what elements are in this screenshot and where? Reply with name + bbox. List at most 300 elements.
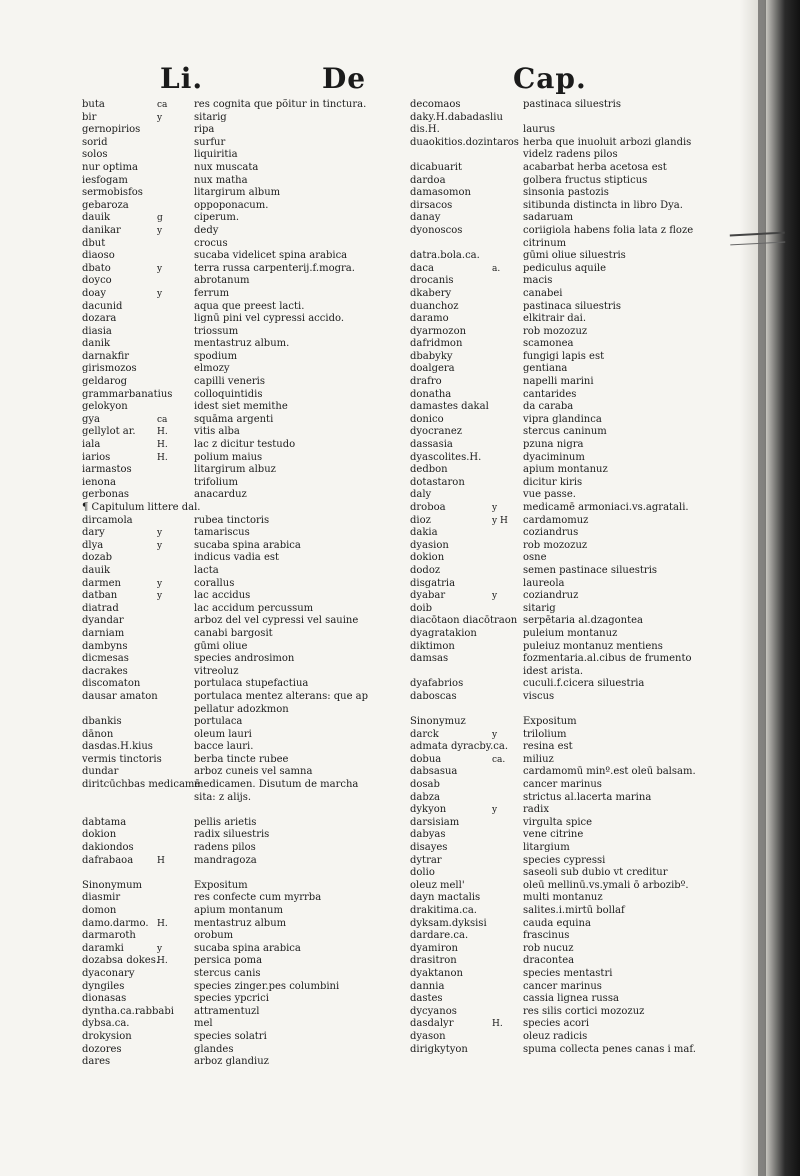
- glossary-row: [82, 250, 402, 263]
- definition-text: vue passe.: [523, 489, 576, 501]
- synonym-term: disgatria: [410, 577, 456, 589]
- definition-text: glandes: [194, 1043, 234, 1055]
- synonym-term: duaokitios.dozintaros: [410, 136, 519, 148]
- synonym-term: dyaktanon: [410, 967, 463, 979]
- definition-text: trifolium: [194, 476, 239, 488]
- definition-text: cancer marinus: [523, 980, 602, 992]
- glossary-row: [410, 552, 710, 565]
- blank-line: [82, 804, 402, 817]
- definition-text: portulaca stupefactiua: [194, 678, 309, 690]
- glossary-row: [82, 981, 402, 994]
- synonym-term: dioz: [410, 514, 431, 526]
- glossary-row: [410, 263, 710, 276]
- definition-text: virgulta spice: [523, 816, 593, 828]
- glossary-row: [82, 855, 402, 868]
- synonym-term: gerbonas: [82, 489, 130, 501]
- header-chapter: Cap.: [513, 62, 587, 95]
- definition-text: litargirum album: [194, 187, 281, 199]
- definition-text: coziandrus: [523, 527, 579, 539]
- synonym-term: dyarmozon: [410, 325, 467, 337]
- glossary-row: [410, 426, 710, 439]
- glossary-row: [82, 376, 402, 389]
- glossary-row: [82, 741, 402, 754]
- synonym-term: darck: [410, 728, 439, 740]
- glossary-row: [410, 238, 710, 251]
- synonym-term: dytrar: [410, 854, 442, 866]
- glossary-row: [410, 1031, 710, 1044]
- definition-text: lac z dicitur testudo: [194, 439, 296, 451]
- definition-text: rubea tinctoris: [194, 514, 270, 526]
- definition-text: indicus vadia est: [194, 552, 280, 564]
- synonym-term: dannia: [410, 980, 445, 992]
- glossary-row: [82, 275, 402, 288]
- glossary-row: [410, 137, 710, 150]
- definition-text: idest arista.: [523, 665, 584, 677]
- glossary-row: [410, 452, 710, 465]
- synonym-term: doib: [410, 602, 433, 614]
- glossary-row: [82, 552, 402, 565]
- glossary-row: [410, 729, 710, 742]
- definition-text: golbera fructus stipticus: [523, 174, 648, 186]
- synonym-term: dykyon: [410, 804, 447, 816]
- synonym-term: Sinonymum: [82, 879, 143, 891]
- synonym-term: dabyas: [410, 829, 446, 841]
- synonym-term: datban: [82, 590, 118, 602]
- running-header: [0, 62, 740, 102]
- definition-text: idest siet memithe: [194, 401, 288, 413]
- definition-text: surfur: [194, 136, 226, 148]
- glossary-row: [82, 615, 402, 628]
- language-marker: y: [157, 528, 163, 539]
- definition-text: nux muscata: [194, 161, 259, 173]
- definition-text: lac accidum percussum: [194, 602, 314, 614]
- synonym-term: dafridmon: [410, 338, 463, 350]
- synonym-term: sorid: [82, 136, 108, 148]
- synonym-term: drasitron: [410, 955, 457, 967]
- synonym-term: dabza: [410, 791, 440, 803]
- glossary-row: [410, 993, 710, 1006]
- definition-text: cauda equina: [523, 917, 591, 929]
- glossary-row: [82, 540, 402, 553]
- glossary-row: [410, 678, 710, 691]
- glossary-row: [82, 238, 402, 251]
- glossary-row: [82, 1018, 402, 1031]
- language-marker: y: [157, 578, 163, 589]
- language-marker: y: [157, 288, 163, 299]
- synonym-term: vermis tinctoris: [82, 753, 162, 765]
- synonym-term: dyason: [410, 1030, 446, 1042]
- definition-text: oppoponacum.: [194, 199, 269, 211]
- definition-text: radix siluestris: [194, 829, 270, 841]
- definition-text: citrinum: [523, 237, 567, 249]
- definition-text: herba que inuoluit arbozi glandis: [523, 136, 692, 148]
- glossary-row: [410, 829, 710, 842]
- synonym-term: doay: [82, 287, 107, 299]
- definition-text: species cypressi: [523, 854, 606, 866]
- language-marker: a.: [492, 263, 501, 274]
- synonym-term: donico: [410, 413, 444, 425]
- definition-text: macis: [523, 275, 553, 287]
- glossary-row: [82, 212, 402, 225]
- synonym-term: dyaconary: [82, 967, 135, 979]
- synonym-term: dānon: [82, 728, 114, 740]
- definition-text: species zinger.pes columbini: [194, 980, 340, 992]
- glossary-row: [410, 918, 710, 931]
- synonym-term: dacunid: [82, 300, 123, 312]
- synonym-term: dbato: [82, 262, 111, 274]
- glossary-row: [82, 489, 402, 502]
- synonym-term: dlya: [82, 539, 104, 551]
- glossary-row: [82, 817, 402, 830]
- definition-text: gentiana: [523, 363, 568, 375]
- synonym-term: decomaos: [410, 99, 461, 110]
- glossary-row: [410, 981, 710, 994]
- language-marker: y: [157, 591, 163, 602]
- definition-text: species solatri: [194, 1030, 267, 1042]
- definition-text: rob mozozuz: [523, 539, 588, 551]
- synonym-term: oleuz mell': [410, 879, 465, 891]
- glossary-row: [82, 993, 402, 1006]
- glossary-row: [410, 1044, 710, 1057]
- synonym-term: dyamiron: [410, 942, 458, 954]
- language-marker: H.: [157, 427, 168, 438]
- language-marker: H.: [157, 440, 168, 451]
- synonym-term: dyafabrios: [410, 678, 464, 690]
- glossary-row: [410, 804, 710, 817]
- glossary-row: [82, 1006, 402, 1019]
- synonym-term: sermobisfos: [82, 187, 143, 199]
- definition-text: sucaba videlicet spina arabica: [194, 250, 348, 262]
- definition-text: vene citrine: [523, 829, 584, 841]
- definition-text: terra russa carpenterij.f.mogra.: [194, 262, 355, 274]
- definition-text: vipra glandinca: [523, 413, 602, 425]
- definition-text: oleum lauri: [194, 728, 252, 740]
- definition-text: arboz del vel cypressi vel sauine: [194, 615, 359, 627]
- synonym-term: dokion: [410, 552, 445, 564]
- glossary-row: [410, 502, 710, 515]
- glossary-row: [410, 313, 710, 326]
- synonym-term: dyagratakion: [410, 627, 477, 639]
- glossary-row: [410, 905, 710, 918]
- synonym-term: dicmesas: [82, 653, 129, 665]
- definition-text: corallus: [194, 577, 235, 589]
- glossary-row: [82, 515, 402, 528]
- glossary-row: [82, 137, 402, 150]
- synonym-term: dkabery: [410, 287, 452, 299]
- definition-text: cantarides: [523, 388, 577, 400]
- glossary-row: [410, 653, 710, 666]
- synonym-term: dircamola: [82, 514, 133, 526]
- definition-text: orobum: [194, 930, 234, 942]
- synonym-term: dbabyky: [410, 350, 453, 362]
- header-book-number: Li.: [160, 62, 204, 95]
- synonym-term: daboscas: [410, 690, 457, 702]
- glossary-row: [410, 301, 710, 314]
- definition-text: squāma argenti: [194, 413, 274, 425]
- glossary-row: [82, 225, 402, 238]
- definition-text: litargium: [523, 842, 570, 854]
- definition-text: portulaca mentez alterans: que ap: [194, 690, 369, 702]
- definition-text: cancer marinus: [523, 779, 602, 791]
- definition-text: pzuna nigra: [523, 439, 584, 451]
- synonym-term: dacrakes: [82, 665, 128, 677]
- blank-line: [82, 867, 402, 880]
- definition-text: nux matha: [194, 174, 248, 186]
- definition-text: semen pastinace siluestris: [523, 564, 658, 576]
- definition-text: pellis arietis: [194, 816, 257, 828]
- synonym-term: daramki: [82, 942, 124, 954]
- synonym-term: darniam: [82, 627, 125, 639]
- glossary-row: [82, 351, 402, 364]
- synonym-term: dirigkytyon: [410, 1043, 468, 1055]
- definition-text: sitarig: [194, 111, 227, 123]
- definition-text: cardamomuz: [523, 514, 589, 526]
- synonym-term: dakia: [410, 527, 438, 539]
- language-marker: H: [157, 855, 165, 866]
- definition-text: sucaba spina arabica: [194, 942, 301, 954]
- definition-text: ripa: [194, 124, 215, 136]
- glossary-row: [410, 351, 710, 364]
- synonym-term: dyksam.dyksisi: [410, 917, 487, 929]
- glossary-row: [82, 918, 402, 931]
- glossary-row: [82, 955, 402, 968]
- synonym-term: buta: [82, 99, 105, 110]
- synonym-term: dokion: [82, 829, 117, 841]
- glossary-row: [82, 338, 402, 351]
- language-marker: ca: [157, 100, 168, 110]
- glossary-row: [82, 363, 402, 376]
- synonym-term: doyco: [82, 275, 112, 287]
- definition-text: lac accidus: [194, 590, 251, 602]
- definition-text: apium montanuz: [523, 464, 608, 476]
- synonym-term: droboa: [410, 502, 446, 513]
- synonym-term: doalgera: [410, 363, 455, 375]
- glossary-row: [410, 754, 710, 767]
- synonym-term: dasdalyr: [410, 1018, 454, 1030]
- definition-text: viscus: [523, 690, 555, 702]
- definition-text: draconteа: [523, 955, 575, 967]
- synonym-term: dary: [82, 527, 105, 539]
- synonym-term: dabsasua: [410, 766, 458, 778]
- definition-text: mentastruz album.: [194, 338, 290, 350]
- glossary-row: [410, 439, 710, 452]
- glossary-row: [410, 527, 710, 540]
- synonym-term: iala: [82, 439, 101, 451]
- glossary-row: [82, 464, 402, 477]
- definition-text: da caraba: [523, 401, 574, 413]
- glossary-row: [82, 716, 402, 729]
- synonym-term: dicabuarit: [410, 161, 462, 173]
- definition-text: puleium montanuz: [523, 627, 618, 639]
- synonym-term: datra.bola.ca.: [410, 250, 480, 262]
- glossary-row: [82, 678, 402, 691]
- definition-text: medicamē armoniaci.vs.agratali.: [523, 502, 689, 513]
- glossary-row: [82, 452, 402, 465]
- definition-text: serpētaria al.dzagontea: [523, 615, 643, 627]
- definition-text: medicamen. Disutum de marcha: [194, 779, 359, 791]
- definition-text: gūmi oliue siluestris: [523, 250, 626, 262]
- glossary-row: [82, 628, 402, 641]
- definition-text: fozmentaria.al.cibus de frumento: [523, 653, 692, 665]
- glossary-row: [410, 288, 710, 301]
- synonym-term: darnakfir: [82, 350, 130, 362]
- definition-text: pediculus aquile: [523, 262, 607, 274]
- language-marker: y: [492, 805, 498, 816]
- synonym-term: dafrabaoa: [82, 854, 134, 866]
- language-marker: H.: [157, 452, 168, 463]
- glossary-row: [410, 578, 710, 591]
- definition-text: dyaciminum: [523, 451, 585, 463]
- synonym-term: dyngiles: [82, 980, 125, 992]
- glossary-row: [82, 666, 402, 679]
- synonym-term: dyonoscos: [410, 224, 463, 236]
- synonym-term: diritcūchbas medicamē: [82, 779, 201, 791]
- glossary-row: [82, 565, 402, 578]
- glossary-row: [82, 754, 402, 767]
- glossary-row: [82, 439, 402, 452]
- language-marker: y: [157, 225, 163, 236]
- definition-text: oleū mellinū.vs.ymali ō arbozibº.: [523, 879, 689, 891]
- glossary-row: [82, 301, 402, 314]
- synonym-term: dozabsa dokes.: [82, 955, 160, 967]
- definition-text: elmozy: [194, 363, 230, 375]
- definition-text: cardamomū minº.est oleū balsam.: [523, 766, 696, 778]
- glossary-row: [82, 527, 402, 540]
- synonym-term: dozab: [82, 552, 113, 564]
- definition-text: species ypcrici: [194, 993, 269, 1005]
- glossary-row: [82, 792, 402, 805]
- synonym-term: dyocranez: [410, 426, 463, 438]
- definition-text: spuma collecta penes canas i maf.: [523, 1043, 696, 1055]
- glossary-row: [82, 414, 402, 427]
- synonym-term: dayn mactalis: [410, 892, 481, 904]
- definition-text: species mentastri: [523, 967, 613, 979]
- definition-text: vitis alba: [194, 426, 240, 438]
- synonym-term: darmen: [82, 577, 121, 589]
- glossary-row: [410, 338, 710, 351]
- glossary-row: [410, 175, 710, 188]
- glossary-row: [410, 489, 710, 502]
- definition-text: rob mozozuz: [523, 325, 588, 337]
- synonym-term: diasia: [82, 325, 112, 337]
- definition-text: sitarig: [523, 602, 556, 614]
- synonym-term: solos: [82, 149, 108, 161]
- synonym-term: dares: [82, 1056, 111, 1068]
- glossary-row: [410, 414, 710, 427]
- definition-text: sitibunda distincta in libro Dya.: [523, 199, 683, 211]
- definition-text: res cognita que põitur in tinctura.: [194, 99, 367, 110]
- glossary-row: [82, 426, 402, 439]
- definition-text: ciperum.: [194, 212, 239, 224]
- synonym-term: disayes: [410, 842, 448, 854]
- synonym-term: dambyns: [82, 640, 128, 652]
- synonym-term: dolio: [410, 867, 435, 879]
- synonym-term: dastes: [410, 993, 443, 1005]
- synonym-term: dasdas.H.kius: [82, 741, 153, 753]
- glossary-row: [82, 653, 402, 666]
- definition-text: portulaca: [194, 716, 243, 728]
- glossary-row: [82, 502, 402, 515]
- definition-text: polium maius: [194, 451, 263, 463]
- synonym-term: dbankis: [82, 716, 122, 728]
- definition-text: coriigiola habens folia lata z floze: [523, 224, 694, 236]
- glossary-row: [82, 313, 402, 326]
- glossary-row: [82, 779, 402, 792]
- language-marker: y H: [492, 515, 508, 526]
- glossary-row: [410, 363, 710, 376]
- synonym-term: ienona: [82, 476, 116, 488]
- synonym-term: iarmastos: [82, 464, 132, 476]
- glossary-row: [82, 1056, 402, 1069]
- glossary-row: [82, 590, 402, 603]
- synonym-term: daca: [410, 262, 434, 274]
- definition-text: puleiuz montanuz mentiens: [523, 640, 663, 652]
- glossary-row: [410, 955, 710, 968]
- glossary-row: [82, 112, 402, 125]
- glossary-row: [82, 288, 402, 301]
- synonym-term: admata dyracby.ca.: [410, 741, 509, 753]
- glossary-row: [410, 162, 710, 175]
- definition-text: fungigi lapis est: [523, 350, 605, 362]
- synonym-term: dyascolites.H.: [410, 451, 482, 463]
- language-marker: y: [157, 943, 163, 954]
- glossary-row: [82, 968, 402, 981]
- synonym-term: diktimon: [410, 640, 455, 652]
- glossary-row: [410, 615, 710, 628]
- definition-text: lacta: [194, 564, 219, 576]
- definition-text: salites.i.mirtū bollaf: [523, 905, 625, 916]
- synonym-term: dyabar: [410, 590, 446, 602]
- synonym-term: darsisiam: [410, 816, 460, 828]
- definition-text: stercus caninum: [523, 426, 607, 438]
- glossary-row: [410, 741, 710, 754]
- synonym-term: diacōtaon diacōtraon: [410, 615, 518, 627]
- definition-text: trilolium: [523, 728, 567, 740]
- definition-text: apium montanum: [194, 905, 283, 916]
- glossary-row: [82, 729, 402, 742]
- glossary-row: [82, 99, 402, 112]
- synonym-term: dodoz: [410, 564, 441, 576]
- synonym-term: dauik: [82, 212, 111, 224]
- synonym-term: danikar: [82, 224, 121, 236]
- glossary-row: [410, 880, 710, 893]
- language-marker: y: [157, 540, 163, 551]
- glossary-row: [410, 691, 710, 704]
- definition-text: mentastruz album: [194, 917, 287, 929]
- glossary-row: [410, 867, 710, 880]
- synonym-term: donatha: [410, 388, 452, 400]
- definition-text: miliuz: [523, 753, 554, 765]
- language-marker: ca.: [492, 754, 506, 765]
- definition-text: rob nucuz: [523, 942, 574, 954]
- synonym-term: drocanis: [410, 275, 454, 287]
- synonym-term: dyandar: [82, 615, 124, 627]
- synonym-term: iarios: [82, 451, 111, 463]
- definition-text: abrotanum: [194, 275, 250, 287]
- synonym-term: dardoa: [410, 174, 446, 186]
- definition-text: species acori: [523, 1018, 590, 1030]
- glossary-row: [410, 565, 710, 578]
- left-column: [82, 99, 402, 1069]
- glossary-row: [410, 817, 710, 830]
- glossary-row: [410, 212, 710, 225]
- language-marker: y: [492, 591, 498, 602]
- synonym-term: daramo: [410, 313, 449, 325]
- definition-text: laureola: [523, 577, 565, 589]
- glossary-row: [82, 578, 402, 591]
- synonym-term: drakitima.ca.: [410, 905, 477, 916]
- glossary-row: [410, 641, 710, 654]
